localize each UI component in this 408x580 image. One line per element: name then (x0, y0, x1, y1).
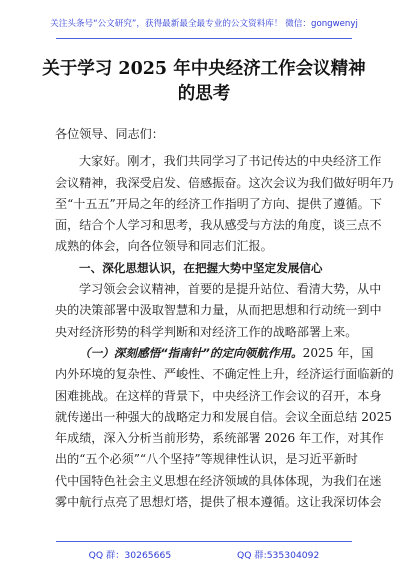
subsection-heading: （一）深刻感悟“指南针”的定向领航作用。 (79, 345, 303, 360)
header-divider (56, 38, 352, 39)
paragraph-line: 央对经济形势的科学判断和对经济工作的战略部署上来。 (55, 324, 358, 339)
footer-qq-group-2: QQ 群:535304092 (237, 550, 320, 561)
paragraph-line: 至“十五五”开局之年的经济工作指明了方向、提供了遵循。下 (55, 196, 382, 211)
paragraph-line: 代中国特色社会主义思想在经济领域的具体体现，为我们在迷 (55, 473, 382, 488)
paragraph-line: 年成绩，深入分析当前形势，系统部署 2026 年工作，对其作 (55, 431, 384, 446)
page-header (0, 0, 408, 44)
paragraph-line: 就传递出一种强大的战略定力和发展自信。会议全面总结 2025 (55, 409, 392, 424)
footer-divider (56, 541, 352, 542)
paragraph-line: 学习领会会议精神，首要的是提升站位、看清大势，从中 (79, 282, 382, 297)
document-title (30, 57, 378, 107)
paragraph-line: 会议精神，我深受启发、倍感振奋。这次会议为我们做好明年乃 (55, 175, 394, 190)
salutation: 各位领导、同志们： (55, 127, 164, 141)
header-promo-text: 关注头条号“公文研究”，获得最新最全最专业的公文资料库！ 微信：gongwenyj (50, 19, 358, 29)
document-body (55, 124, 394, 513)
paragraph-line: 面，结合个人学习和思考，我从感受与方法的角度，谈三点不 (55, 218, 382, 233)
paragraph-line: 困难挑战。在这样的背景下，中央经济工作会议的召开，本身 (55, 388, 382, 403)
title-line-1: 关于学习 2025 年中央经济工作会议精神 (42, 59, 366, 79)
paragraph-line: 雾中航行点亮了思想灯塔，提供了根本遵循。这让我深切体会 (55, 495, 382, 510)
section-heading: 一、深化思想认识，在把握大势中坚定发展信心 (79, 260, 323, 275)
paragraph-line: 大家好。刚才，我们共同学习了书记传达的中央经济工作 (79, 154, 382, 169)
paragraph-line: 出的“五个必须”“八个坚持”等规律性认识，是习近平新时 (55, 452, 358, 467)
title-line-2: 的思考 (177, 84, 231, 104)
paragraph-line: 内外环境的复杂性、严峻性、不确定性上升，经济运行面临新的 (55, 367, 394, 382)
page-footer (0, 547, 408, 561)
subsection-line (55, 343, 374, 364)
paragraph-line: 央的决策部署中汲取智慧和力量，从而把思想和行动统一到中 (55, 303, 382, 318)
footer-qq-group-1: QQ 群：30265665 (88, 550, 172, 561)
paragraph-line: 成熟的体会，向各位领导和同志们汇报。 (55, 239, 273, 254)
subsection-text: 2025 年，国 (302, 345, 374, 360)
